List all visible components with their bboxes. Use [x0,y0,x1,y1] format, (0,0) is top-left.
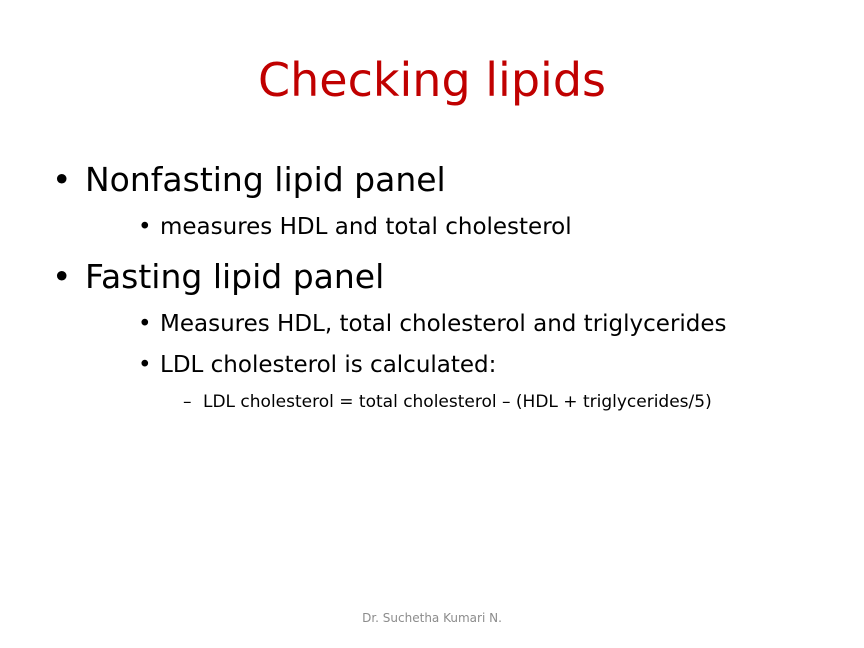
sub-bullet-text: measures HDL and total cholesterol [160,214,572,240]
bullet-text: Nonfasting lipid panel [85,160,446,199]
bullet-icon: • [138,352,152,378]
dash-icon: – [183,392,192,412]
sub-bullet-text: Measures HDL, total cholesterol and triglycerides [160,311,727,337]
sub-bullet-item [138,309,727,339]
sub-bullet-item [138,212,572,242]
bullet-icon: • [138,214,152,240]
bullet-icon: • [52,160,72,199]
slide-title: Checking lipids [258,53,606,107]
bullet-icon: • [52,257,72,296]
bullet-item-fasting [52,257,384,297]
bullet-text: Fasting lipid panel [85,257,385,296]
sub-bullet-item [138,350,496,380]
footer-author: Dr. Suchetha Kumari N. [362,611,502,625]
bullet-icon: • [138,311,152,337]
formula-text: LDL cholesterol = total cholesterol – (HDL + triglycerides/5) [203,392,712,412]
bullet-item-nonfasting [52,160,446,200]
sub-bullet-text: LDL cholesterol is calculated: [160,352,497,378]
formula-item [183,391,712,413]
